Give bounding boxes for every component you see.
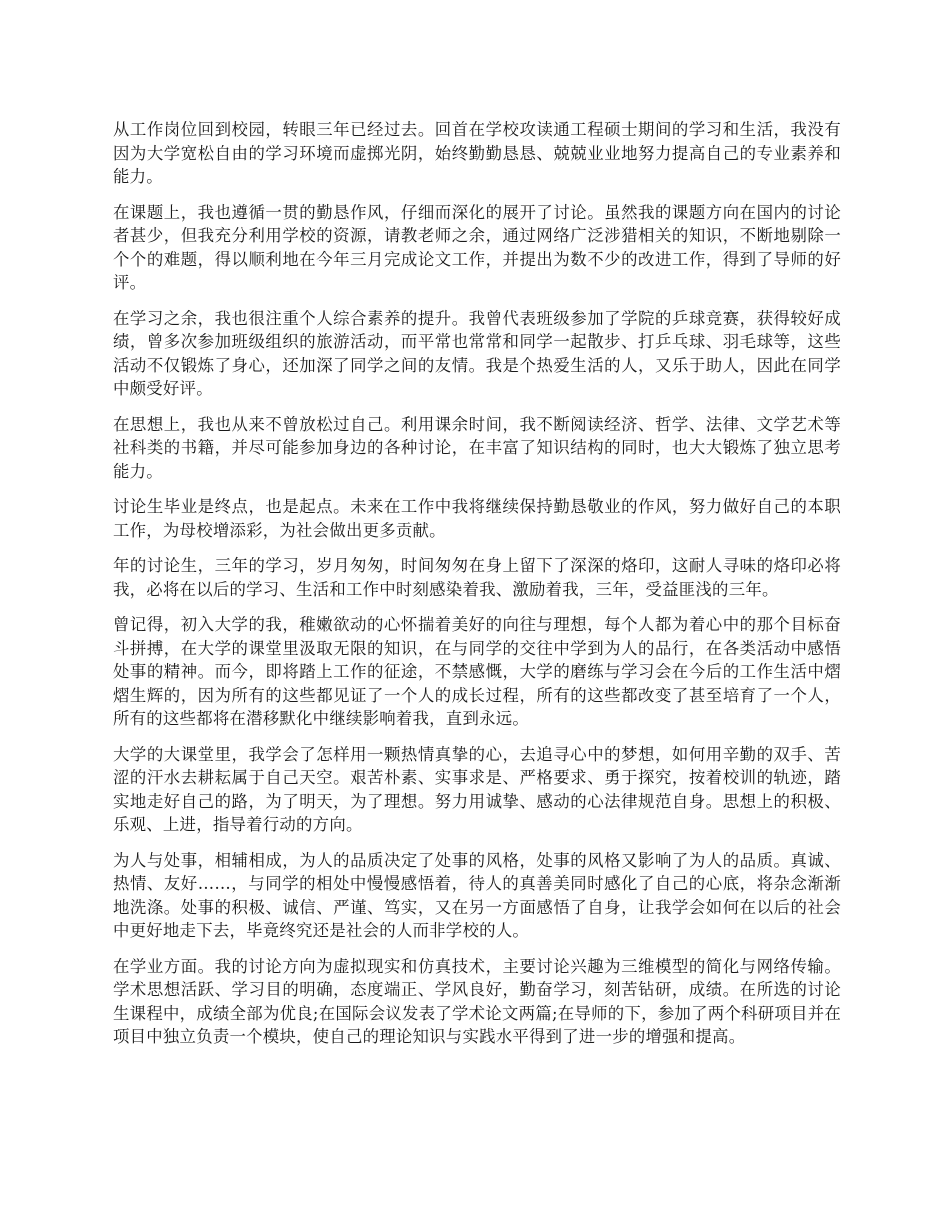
paragraph-2: 在课题上，我也遵循一贯的勤恳作风，仔细而深化的展开了讨论。虽然我的课题方向在国内的讨论者甚少，但我充分利用学校的资源，请教老师之余，通过网络广泛涉猎相关的知识，不断地剔除一个个的难题，得以顺利地在今年三月完成论文工作，并提出为数不少的改进工作，得到了导师的好评。 [113, 202, 841, 292]
paragraph-5: 讨论生毕业是终点，也是起点。未来在工作中我将继续保持勤恳敬业的作风，努力做好自己的本职工作，为母校增添彩，为社会做出更多贡献。 [113, 497, 841, 540]
document-page [113, 118, 841, 1061]
paragraph-8: 大学的大课堂里，我学会了怎样用一颗热情真挚的心，去追寻心中的梦想，如何用辛勤的双手、苦涩的汗水去耕耘属于自己天空。艰苦朴素、实事求是、严格要求、勇于探究，按着校训的轨迹，踏实地走好自己的路，为了明天，为了理想。努力用诚挚、感动的心法律规范自身。思想上的积极、乐观、上进，指导着行动的方向。 [113, 744, 841, 834]
paragraph-7: 曾记得，初入大学的我，稚嫩欲动的心怀揣着美好的向往与理想，每个人都为着心中的那个目标奋斗拼搏，在大学的课堂里汲取无限的知识，在与同学的交往中学到为人的品行，在各类活动中感悟处事的精神。而今，即将踏上工作的征途，不禁感慨，大学的磨练与学习会在今后的工作生活中熠熠生辉的，因为所有的这些都见证了一个人的成长过程，所有的这些都改变了甚至培育了一个人，所有的这些都将在潜移默化中继续影响着我，直到永远。 [113, 615, 841, 728]
paragraph-6: 年的讨论生，三年的学习，岁月匆匆，时间匆匆在身上留下了深深的烙印，这耐人寻味的烙印必将我，必将在以后的学习、生活和工作中时刻感染着我、激励着我，三年，受益匪浅的三年。 [113, 556, 841, 599]
paragraph-10: 在学业方面。我的讨论方向为虚拟现实和仿真技术，主要讨论兴趣为三维模型的简化与网络传输。学术思想活跃、学习目的明确，态度端正、学风良好，勤奋学习，刻苦钻研，成绩。在所选的讨论生课程中，成绩全部为优良;在国际会议发表了学术论文两篇;在导师的下，参加了两个科研项目并在项目中独立负责一个模块，使自己的理论知识与实践水平得到了进一步的增强和提高。 [113, 956, 841, 1046]
paragraph-3: 在学习之余，我也很注重个人综合素养的提升。我曾代表班级参加了学院的乒球竞赛，获得较好成绩，曾多次参加班级组织的旅游活动，而平常也常常和同学一起散步、打乒乓球、羽毛球等，这些活动不仅锻炼了身心，还加深了同学之间的友情。我是个热爱生活的人，又乐于助人，因此在同学中颇受好评。 [113, 308, 841, 398]
paragraph-1: 从工作岗位回到校园，转眼三年已经过去。回首在学校攻读通工程硕士期间的学习和生活，我没有因为大学宽松自由的学习环境而虚掷光阴，始终勤勤恳恳、兢兢业业地努力提高自己的专业素养和能力。 [113, 120, 841, 186]
paragraph-9: 为人与处事，相辅相成，为人的品质决定了处事的风格，处事的风格又影响了为人的品质。真诚、热情、友好……，与同学的相处中慢慢感悟着，待人的真善美同时感化了自己的心底，将杂念渐渐地洗涤。处事的积极、诚信、严谨、笃实，又在另一方面感悟了自身，让我学会如何在以后的社会中更好地走下去，毕竟终究还是社会的人而非学校的人。 [113, 850, 841, 940]
paragraph-4: 在思想上，我也从来不曾放松过自己。利用课余时间，我不断阅读经济、哲学、法律、文学艺术等社科类的书籍，并尽可能参加身边的各种讨论，在丰富了知识结构的同时，也大大锻炼了独立思考能力。 [113, 414, 841, 481]
